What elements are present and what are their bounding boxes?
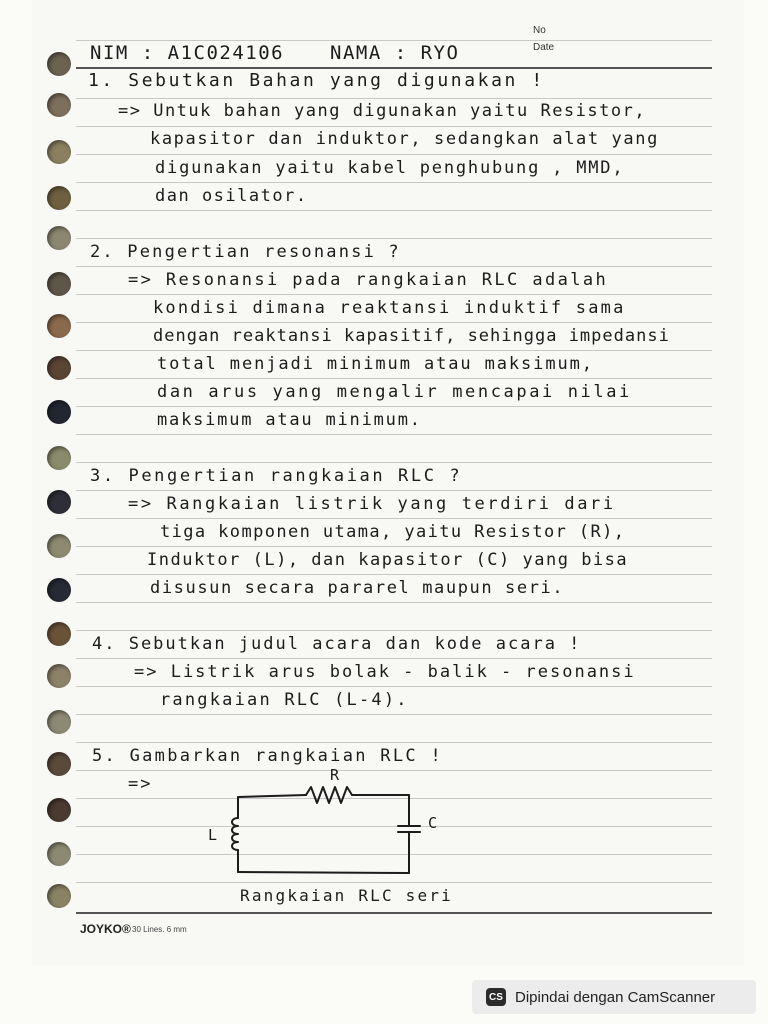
paper-lines-info: 30 Lines. 6 mm [132,925,187,934]
answer-2-line: maksimum atau minimum. [157,410,422,430]
answer-2-line: kondisi dimana reaktansi induktif sama [153,298,626,318]
answer-1-line: => Untuk bahan yang digunakan yaitu Resistor, [118,101,647,121]
answer-2-line: total menjadi minimum atau maksimum, [157,354,594,374]
resistor-symbol [306,787,352,803]
camscanner-text: Dipindai dengan CamScanner [515,988,716,1006]
question-4: 4. Sebutkan judul acara dan kode acara ! [92,634,582,654]
question-1: 1. Sebutkan Bahan yang digunakan ! [88,70,545,91]
nama-field: NAMA : RYO [330,42,460,64]
question-2: 2. Pengertian resonansi ? [90,242,401,262]
answer-2-line: dan arus yang mengalir mencapai nilai [157,382,632,402]
question-3: 3. Pengertian rangkaian RLC ? [90,466,463,486]
camscanner-logo-icon: CS [486,988,506,1006]
camscanner-watermark [472,980,756,1014]
no-label: No [533,25,546,36]
answer-3-line: => Rangkaian listrik yang terdiri dari [128,494,616,514]
label-l: L [208,826,219,844]
answer-3-line: disusun secara pararel maupun seri. [150,578,565,598]
circuit-caption: Rangkaian RLC seri [240,886,453,905]
question-5: 5. Gambarkan rangkaian RLC ! [92,746,443,766]
answer-4-line: rangkaian RLC (L-4). [160,690,409,710]
answer-3-line: tiga komponen utama, yaitu Resistor (R), [160,522,626,542]
answer-2-line: dengan reaktansi kapasitif, sehingga impedansi [153,326,670,346]
wire-bottom [238,872,409,873]
inductor-symbol [232,818,238,850]
label-r: R [330,766,341,784]
answer-2-line: => Resonansi pada rangkaian RLC adalah [128,270,609,290]
wire-top-left [238,795,306,797]
joyko-brand-logo: JOYKO® [80,922,131,936]
answer-1-line: digunakan yaitu kabel penghubung , MMD, [155,158,625,178]
nim-field: NIM : A1C024106 [90,42,285,64]
answer-5-line: => [128,774,153,794]
answer-1-line: dan osilator. [155,186,308,206]
answer-4-line: => Listrik arus bolak - balik - resonansi [134,662,636,682]
label-c: C [428,814,439,832]
answer-1-line: kapasitor dan induktor, sedangkan alat yang [150,129,659,149]
date-label: Date [533,42,555,53]
answer-3-line: Induktor (L), dan kapasitor (C) yang bisa [147,550,629,570]
